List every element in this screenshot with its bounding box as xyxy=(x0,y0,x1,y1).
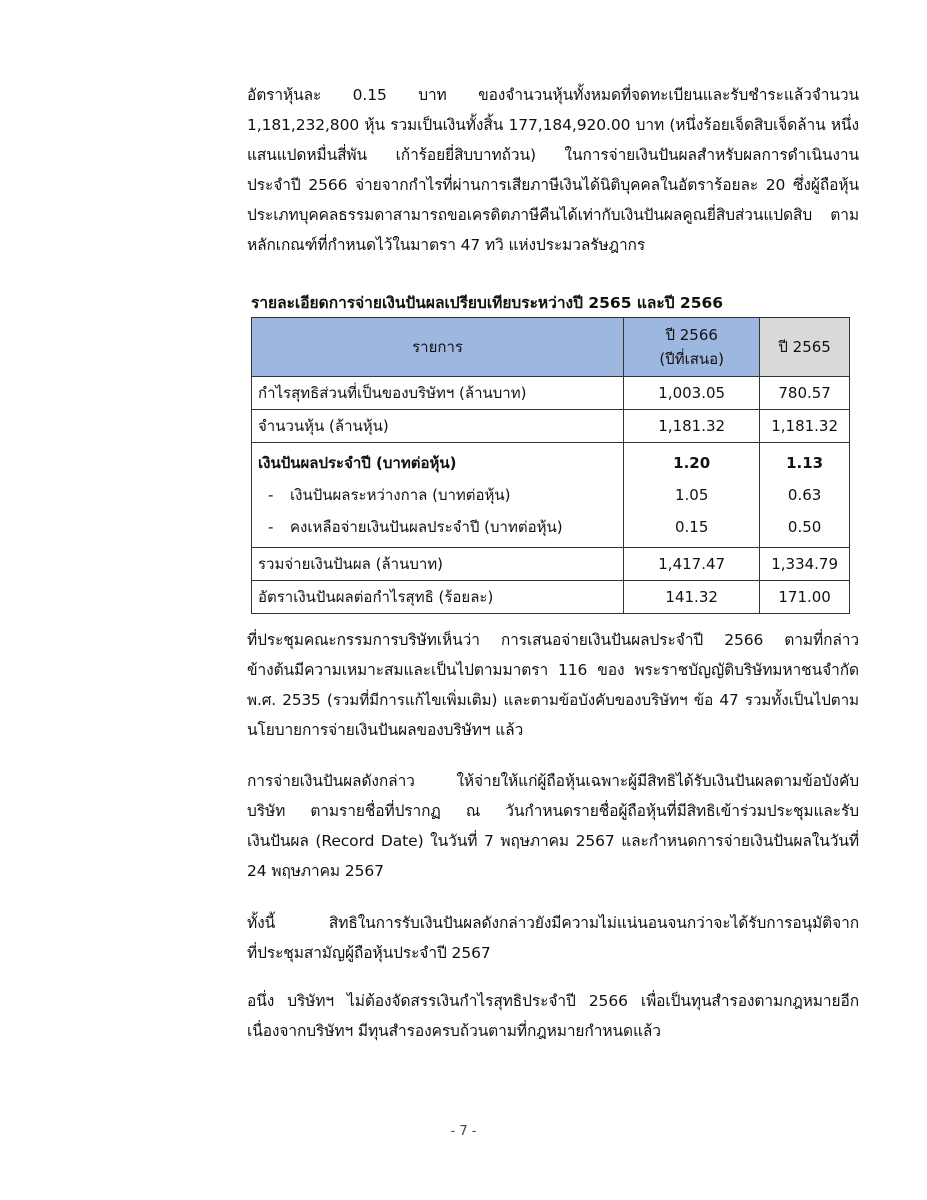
table-row xyxy=(252,548,850,581)
row-label-interim xyxy=(258,479,617,511)
value-2565: 0.50 xyxy=(787,518,822,536)
text-line: เนื่องจากบริษัทฯ มีทุนสำรองครบถ้วนตามที่กฎหมายกำหนดแล้ว xyxy=(247,1022,661,1040)
text-line: พ.ศ. 2535 (รวมที่มีการแก้ไขเพิ่มเติม) และตามข้อบังคับของบริษัทฯ ข้อ 47 รวมทั้งเป็นไปตาม xyxy=(247,691,859,709)
text-line: แสนแปดหมื่นสี่พัน เก้าร้อยยี่สิบบาทถ้วน) ในการจ่ายเงินปันผลสำหรับผลการดำเนินงาน xyxy=(247,146,859,164)
value-2565: 1,181.32 xyxy=(760,410,850,443)
text-line: เงินปันผล (Record Date) ในวันที่ 7 พฤษภาคม 2567 และกำหนดการจ่ายเงินปันผลในวันที่ xyxy=(247,832,859,850)
text-line: หลักเกณฑ์ที่กำหนดไว้ในมาตรา 47 ทวิ แห่งประมวลรัษฎากร xyxy=(247,236,646,254)
bullet-dash: - xyxy=(268,518,274,536)
row-label-remaining-text: คงเหลือจ่ายเงินปันผลประจำปี (บาทต่อหุ้น) xyxy=(290,518,563,536)
header-item: รายการ xyxy=(252,318,624,377)
value-2565: 780.57 xyxy=(760,377,850,410)
value-2566: 1,417.47 xyxy=(624,548,760,581)
value-2566: 1.05 xyxy=(674,486,709,504)
table-row xyxy=(252,581,850,614)
value-2565: 171.00 xyxy=(760,581,850,614)
header-year-2565: ปี 2565 xyxy=(760,318,850,377)
text-line: 1,181,232,800 หุ้น รวมเป็นเงินทั้งสิ้น 177,184,920.00 บาท (หนึ่งร้อยเจ็ดสิบเจ็ดล้าน หนึ่ง xyxy=(247,116,859,134)
paragraph-board-opinion xyxy=(247,625,859,745)
paragraph-uncertainty xyxy=(247,908,859,968)
text-line: 24 พฤษภาคม 2567 xyxy=(247,862,384,880)
table-row xyxy=(252,377,850,410)
row-label-payout-ratio: อัตราเงินปันผลต่อกำไรสุทธิ (ร้อยละ) xyxy=(252,581,624,614)
table-header-row xyxy=(252,318,850,377)
dividend-values-2565 xyxy=(760,443,850,548)
dividend-comparison-table xyxy=(251,317,850,614)
paragraph-dividend-rate xyxy=(247,80,859,260)
text-line: ประเภทบุคคลธรรมดาสามารถขอเครดิตภาษีคืนได้เท่ากับเงินปันผลคูณยี่สิบส่วนแปดสิบ ตาม xyxy=(247,206,859,224)
row-label-shares: จำนวนหุ้น (ล้านหุ้น) xyxy=(252,410,624,443)
value-2566: 141.32 xyxy=(624,581,760,614)
text-line: นโยบายการจ่ายเงินปันผลของบริษัทฯ แล้ว xyxy=(247,721,524,739)
table-title: รายละเอียดการจ่ายเงินปันผลเปรียบเทียบระหว่างปี 2565 และปี 2566 xyxy=(251,294,724,312)
text-line: การจ่ายเงินปันผลดังกล่าว ให้จ่ายให้แก่ผู้ถือหุ้นเฉพาะผู้มีสิทธิได้รับเงินปันผลตามข้อบังคับ xyxy=(247,772,859,790)
value-2565: 1.13 xyxy=(786,454,824,472)
table-row-dividend-group xyxy=(252,443,850,548)
header-year-2566-label: ปี 2566 xyxy=(665,326,718,344)
bullet-dash: - xyxy=(268,486,274,504)
row-label-dividend: เงินปันผลประจำปี (บาทต่อหุ้น) xyxy=(258,454,457,472)
text-line: บริษัท ตามรายชื่อที่ปรากฏ ณ วันกำหนดรายชื่อผู้ถือหุ้นที่มีสิทธิเข้าร่วมประชุมและรับ xyxy=(247,802,859,820)
dividend-labels-cell xyxy=(252,443,624,548)
value-2566: 0.15 xyxy=(674,518,709,536)
row-label-remaining xyxy=(258,511,617,543)
table-row xyxy=(252,410,850,443)
header-year-2566-note: (ปีที่เสนอ) xyxy=(659,350,724,368)
row-label-net-profit: กำไรสุทธิส่วนที่เป็นของบริษัทฯ (ล้านบาท) xyxy=(252,377,624,410)
text-line: อนึ่ง บริษัทฯ ไม่ต้องจัดสรรเงินกำไรสุทธิประจำปี 2566 เพื่อเป็นทุนสำรองตามกฎหมายอีก xyxy=(247,992,859,1010)
row-label-total-paid: รวมจ่ายเงินปันผล (ล้านบาท) xyxy=(252,548,624,581)
paragraph-record-date xyxy=(247,766,859,886)
text-line: อัตราหุ้นละ 0.15 บาท ของจำนวนหุ้นทั้งหมดที่จดทะเบียนและรับชำระแล้วจำนวน xyxy=(247,86,859,104)
value-2566: 1.20 xyxy=(673,454,711,472)
value-2566: 1,003.05 xyxy=(624,377,760,410)
text-line: ข้างต้นมีความเหมาะสมและเป็นไปตามมาตรา 116 ของ พระราชบัญญัติบริษัทมหาชนจำกัด xyxy=(247,661,859,679)
paragraph-legal-reserve xyxy=(247,986,859,1046)
text-line: ทั้งนี้ สิทธิในการรับเงินปันผลดังกล่าวยังมีความไม่แน่นอนจนกว่าจะได้รับการอนุมัติจาก xyxy=(247,914,859,932)
text-line: ที่ประชุมสามัญผู้ถือหุ้นประจำปี 2567 xyxy=(247,944,491,962)
text-line: ที่ประชุมคณะกรรมการบริษัทเห็นว่า การเสนอจ่ายเงินปันผลประจำปี 2566 ตามที่กล่าว xyxy=(247,631,859,649)
page-number: - 7 - xyxy=(450,1124,477,1139)
value-2565: 0.63 xyxy=(787,486,822,504)
value-2566: 1,181.32 xyxy=(624,410,760,443)
dividend-values-2566 xyxy=(624,443,760,548)
row-label-interim-text: เงินปันผลระหว่างกาล (บาทต่อหุ้น) xyxy=(290,486,511,504)
header-year-2566 xyxy=(624,318,760,377)
value-2565: 1,334.79 xyxy=(760,548,850,581)
text-line: ประจำปี 2566 จ่ายจากกำไรที่ผ่านการเสียภาษีเงินได้นิติบุคคลในอัตราร้อยละ 20 ซึ่งผู้ถือหุ้น xyxy=(247,176,859,194)
